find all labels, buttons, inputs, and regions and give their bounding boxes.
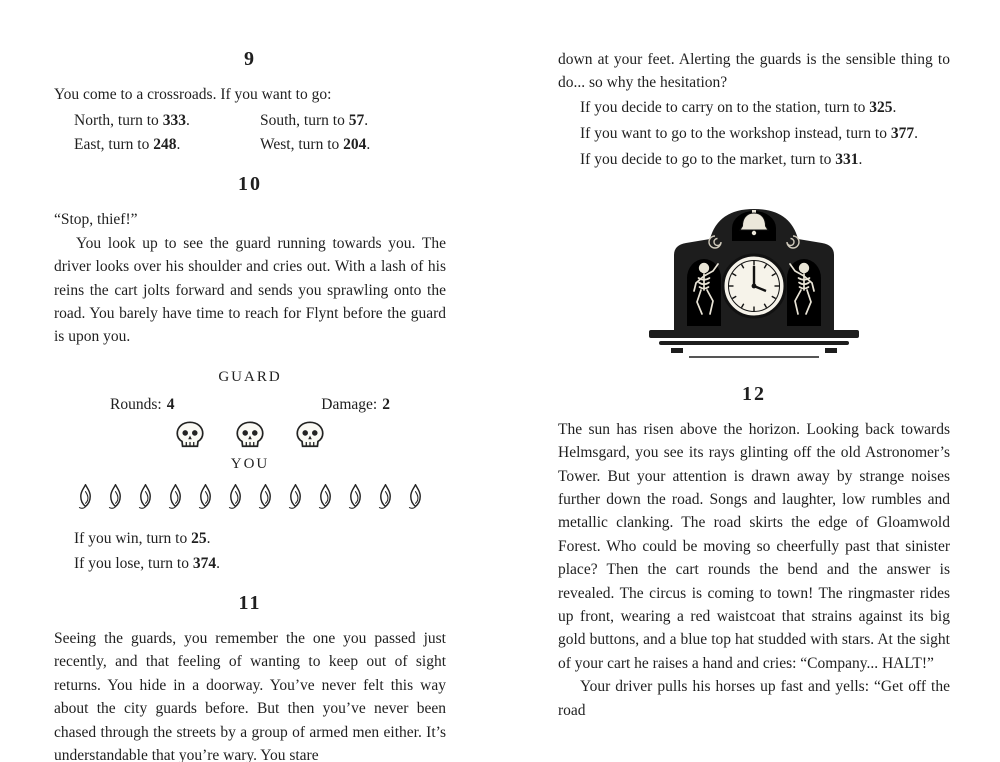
choice-text: If you decide to carry on to the station, turn to	[580, 98, 870, 116]
choice-text: If you lose, turn to	[74, 554, 193, 572]
crossroads-choices	[54, 109, 446, 157]
turn-number: 377	[890, 124, 915, 142]
flame-icon	[107, 483, 124, 510]
choice-text: .	[176, 136, 181, 154]
enemy-health-icons	[54, 420, 446, 448]
skull-icon	[233, 420, 267, 448]
section-heading-11: 11	[238, 591, 262, 614]
skeleton-clock-illustration	[628, 191, 880, 367]
rounds-label: Rounds:	[110, 395, 162, 413]
choice-text: .	[366, 136, 371, 154]
section-heading-12: 12	[742, 382, 766, 405]
rounds-value: 4	[166, 395, 175, 413]
choice-text: East, turn to	[74, 136, 154, 154]
flame-icon	[407, 483, 424, 510]
choice-line-station	[558, 95, 950, 121]
choice-text: .	[914, 124, 918, 142]
page-left	[54, 48, 446, 762]
choice-line-market	[558, 147, 950, 173]
choice-text: .	[892, 98, 897, 116]
choice-text: If you want to go to the workshop instead, turn to	[580, 124, 891, 142]
page-right	[558, 48, 950, 762]
turn-number: 325	[869, 98, 893, 116]
combat-rounds	[110, 396, 174, 414]
skull-icon	[173, 420, 207, 448]
choice-text: West, turn to	[260, 136, 344, 154]
choice-text: If you win, turn to	[74, 529, 192, 547]
choice-text: .	[206, 529, 211, 547]
turn-number: 57	[348, 112, 365, 130]
turn-number: 25	[191, 529, 207, 547]
choice-line-west	[260, 133, 446, 157]
section-heading-10: 10	[238, 173, 262, 196]
choice-text: .	[216, 554, 220, 572]
damage-label: Damage:	[321, 395, 378, 413]
combat-stats	[54, 396, 446, 414]
flame-icon	[227, 483, 244, 510]
choice-text: North, turn to	[74, 112, 163, 130]
win-outcome	[54, 526, 446, 551]
choice-text: .	[185, 112, 190, 130]
flame-icon	[137, 483, 154, 510]
section-10-paragraph: You look up to see the guard running towards you. The driver looks over his shoulder and cries out. With a lash of his reins the cart jolts forward and sends you sprawling onto the road. You barely have time to reach for Flynt before the guard is upon you.	[54, 234, 446, 346]
clock-face	[723, 255, 785, 317]
turn-number: 374	[192, 554, 217, 572]
section-choices	[558, 95, 950, 173]
turn-number: 248	[153, 136, 177, 154]
choice-text: .	[364, 112, 369, 130]
flame-icon	[257, 483, 274, 510]
illustration-container	[558, 191, 950, 367]
flame-icon	[287, 483, 304, 510]
continuation-paragraph: down at your feet. Alerting the guards is the sensible thing to do... so why the hesitation?	[558, 51, 950, 92]
section-12-paragraph-2: Your driver pulls his horses up fast and yells: “Get off the road	[558, 678, 950, 719]
combat-enemy-name: GUARD	[218, 368, 282, 385]
flame-icon	[377, 483, 394, 510]
player-health-icons	[54, 483, 446, 510]
flame-icon	[347, 483, 364, 510]
choice-text: If you decide to go to the market, turn to	[580, 150, 836, 168]
combat-block	[54, 369, 446, 510]
flame-icon	[317, 483, 334, 510]
section-12-paragraph: The sun has risen above the horizon. Looking back towards Helmsgard, you see its rays glinting off the old Astronomer’s Tower. But your attention is drawn away by strange noises further down the road. Songs and laughter, low rumbles and metallic clanking. The road skirts the edge of Gloamwold Forest. Who could be moving so cheerfully past that sinister place? Then the cart rounds the bend and the answer is revealed. The circus is coming to town! The ringmaster rides up front, wearing a red waistcoat that strains against its big gold buttons, and a blue top hat studded with stars. At the sight of your cart he raises a hand and cries: “Company... HALT!”	[558, 420, 950, 672]
choice-line-south	[260, 109, 446, 133]
section-heading-9: 9	[244, 48, 256, 70]
flame-icon	[197, 483, 214, 510]
combat-outcomes	[54, 526, 446, 576]
choice-line-workshop	[558, 121, 950, 147]
combat-damage	[321, 396, 390, 414]
flame-icon	[167, 483, 184, 510]
choice-line-north	[74, 109, 260, 133]
turn-number: 204	[343, 136, 367, 154]
combat-player-name: YOU	[230, 455, 270, 472]
section-11-paragraph: Seeing the guards, you remember the one you passed just recently, and that feeling of wanting to keep out of sight returns. You hide in a doorway. You’ve never felt this way about the city guards before. But then you’ve never been chased through the streets by a group of armed men either. It’s understandable that you’re wary. You stare	[54, 629, 446, 762]
choice-line-east	[74, 133, 260, 157]
section-9-intro: You come to a crossroads. If you want to go:	[54, 86, 332, 103]
flame-icon	[77, 483, 94, 510]
clock-base	[649, 330, 859, 357]
lose-outcome	[54, 551, 446, 576]
skull-icon	[293, 420, 327, 448]
turn-number: 331	[835, 150, 859, 168]
choice-text: South, turn to	[260, 112, 349, 130]
section-10-shout: “Stop, thief!”	[54, 211, 138, 229]
damage-value: 2	[382, 395, 390, 413]
choice-text: .	[858, 150, 863, 168]
turn-number: 333	[162, 112, 186, 130]
